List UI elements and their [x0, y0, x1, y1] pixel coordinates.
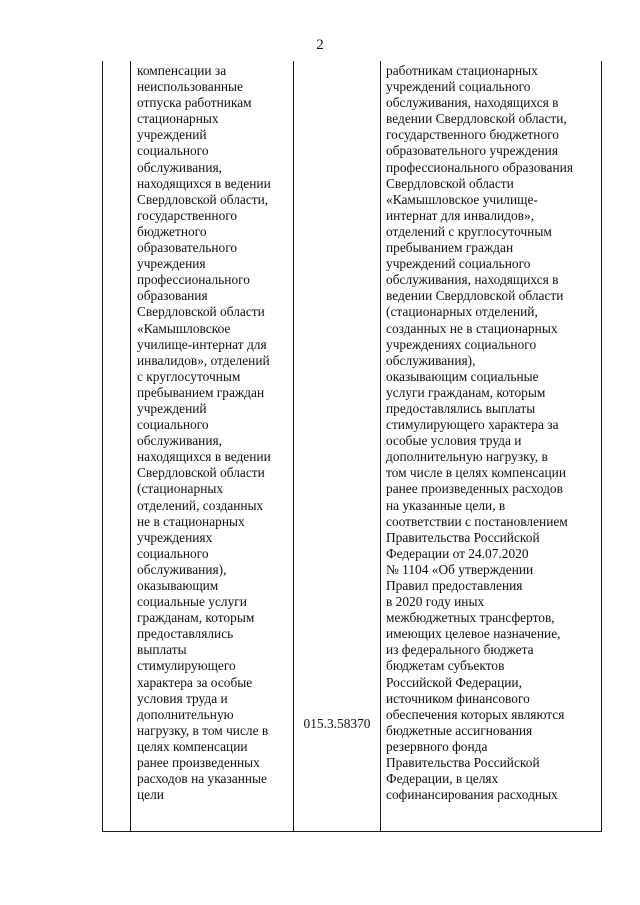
name-cell-line: социального — [137, 417, 209, 433]
description-cell-line: Российской Федерации, — [386, 674, 522, 690]
description-cell-line: созданных не в стационарных — [386, 320, 558, 336]
name-cell-line: государственного — [137, 207, 238, 223]
description-cell-line: образовательного учреждения — [386, 143, 559, 159]
description-cell-line: обслуживания), — [386, 352, 476, 368]
description-cell-line: обеспечения которых являются — [386, 706, 565, 722]
description-cell-line: Свердловской области — [386, 175, 514, 191]
name-cell-line: учреждений — [137, 127, 207, 143]
name-cell-line: пребыванием граждан — [137, 384, 265, 400]
description-cell-line: Правительства Российской — [386, 755, 540, 771]
description-cell-line: отделений с круглосуточным — [386, 223, 552, 239]
name-cell-line: расходов на указанные — [137, 771, 267, 787]
description-cell-line: софинансирования расходных — [386, 787, 558, 803]
name-cell-line: находящихся в ведении — [137, 449, 271, 465]
name-cell-line: обслуживания), — [137, 561, 227, 577]
name-cell-line: дополнительную — [137, 706, 234, 722]
name-cell-line: цели — [137, 787, 164, 803]
name-cell-line: бюджетного — [137, 223, 207, 239]
description-cell-line: предоставлялись выплаты — [386, 400, 536, 416]
name-cell-line: неиспользованные — [137, 79, 243, 95]
description-cell-line: обслуживания, находящихся в — [386, 272, 559, 288]
name-cell-line: выплаты — [137, 642, 187, 658]
description-cell-line: № 1104 «Об утверждении — [386, 561, 534, 577]
description-cell-line: услуги гражданам, которым — [386, 384, 546, 400]
code-cell: 015.3.58370 — [303, 716, 371, 731]
name-cell-line: Свердловской области — [137, 304, 265, 320]
description-cell-line: Правительства Российской — [386, 529, 540, 545]
name-cell-line: компенсации за — [137, 63, 227, 78]
description-cell-line: Правил предоставления — [386, 578, 523, 593]
description-cell-line: оказывающим социальные — [386, 368, 539, 384]
page-number: 2 — [316, 37, 324, 53]
name-cell-line: учреждения — [137, 256, 206, 272]
description-cell-line: резервного фонда — [386, 738, 488, 754]
description-cell — [386, 63, 600, 803]
name-cell-line: учреждений — [137, 400, 207, 416]
description-cell-line: стимулирующего характера за — [386, 417, 559, 433]
description-cell-line: учреждений социального — [386, 79, 531, 95]
description-cell-line: пребыванием граждан — [386, 240, 514, 256]
description-cell-line: обслуживания, находящихся в — [386, 95, 559, 111]
name-cell-line: гражданам, которым — [137, 610, 255, 626]
name-cell-line: стационарных — [137, 111, 219, 127]
description-cell-line: ранее произведенных расходов — [386, 481, 563, 497]
description-cell-line: межбюджетных трансфертов, — [386, 610, 555, 626]
description-cell-line: ведении Свердловской области, — [386, 111, 567, 127]
description-cell-line: в 2020 году иных — [386, 594, 485, 610]
description-cell-line: бюджетам субъектов — [386, 658, 505, 674]
description-cell-line: (стационарных отделений, — [386, 304, 538, 320]
description-cell-line: Федерации от 24.07.2020 — [386, 545, 529, 561]
name-cell-line: социальные услуги — [137, 594, 247, 610]
description-cell-line: учреждений социального — [386, 256, 531, 272]
name-cell-line: предоставлялись — [137, 626, 234, 642]
description-cell-line: соответствии с постановлением — [386, 513, 568, 529]
name-cell-line: социального — [137, 143, 209, 159]
name-cell-line: условия труда и — [137, 690, 228, 706]
description-cell-line: работникам стационарных — [386, 63, 538, 78]
description-cell-line: бюджетные ассигнования — [386, 722, 533, 738]
name-cell-line: оказывающим — [137, 578, 219, 593]
name-cell-line: училище-интернат для — [137, 336, 267, 352]
name-cell-line: образовательного — [137, 240, 238, 256]
name-cell-line: стимулирующего — [137, 658, 236, 674]
description-cell-line: на указанные цели, в — [386, 497, 506, 513]
name-cell-line: профессионального — [137, 272, 250, 288]
description-cell-line: том числе в целях компенсации — [386, 465, 566, 481]
name-cell-line: с круглосуточным — [137, 368, 241, 384]
description-cell-line: ведении Свердловской области — [386, 288, 564, 304]
name-cell-line: социального — [137, 545, 209, 561]
description-cell-line: интернат для инвалидов», — [386, 207, 535, 223]
name-cell-line: Свердловской области — [137, 465, 265, 481]
name-cell-line: отделений, созданных — [137, 497, 264, 513]
name-cell-line: отпуска работникам — [137, 95, 252, 111]
name-cell-line: целях компенсации — [137, 738, 248, 754]
description-cell-line: источником финансового — [386, 690, 530, 706]
name-cell-line: ранее произведенных — [137, 755, 260, 771]
description-cell-line: профессионального образования — [386, 159, 573, 175]
name-cell-line: учреждениях — [137, 529, 213, 545]
name-cell-line: обслуживания, — [137, 433, 222, 449]
description-cell-line: имеющих целевое назначение, — [386, 626, 561, 642]
description-cell-line: особые условия труда и — [386, 433, 522, 449]
name-cell-line: инвалидов», отделений — [137, 352, 270, 368]
name-cell-line: (стационарных — [137, 481, 224, 497]
description-cell-line: из федерального бюджета — [386, 642, 534, 658]
name-cell — [137, 63, 291, 803]
description-cell-line: «Камышловское училище- — [386, 191, 538, 207]
name-cell-line: Свердловской области, — [137, 191, 269, 207]
description-cell-line: учреждениях социального — [386, 336, 537, 352]
name-cell-line: образования — [137, 288, 208, 304]
description-cell-line: Федерации, в целях — [386, 771, 499, 787]
column-divider-1 — [130, 61, 131, 831]
document-table — [102, 61, 602, 832]
description-cell-line: дополнительную нагрузку, в — [386, 449, 548, 465]
name-cell-line: не в стационарных — [137, 513, 245, 529]
description-cell-line: государственного бюджетного — [386, 127, 560, 143]
name-cell-line: характера за особые — [137, 674, 253, 690]
column-divider-3 — [380, 61, 381, 831]
name-cell-line: нагрузку, в том числе в — [137, 722, 269, 738]
name-cell-line: «Камышловское — [137, 320, 231, 336]
name-cell-line: находящихся в ведении — [137, 175, 271, 191]
name-cell-line: обслуживания, — [137, 159, 222, 175]
